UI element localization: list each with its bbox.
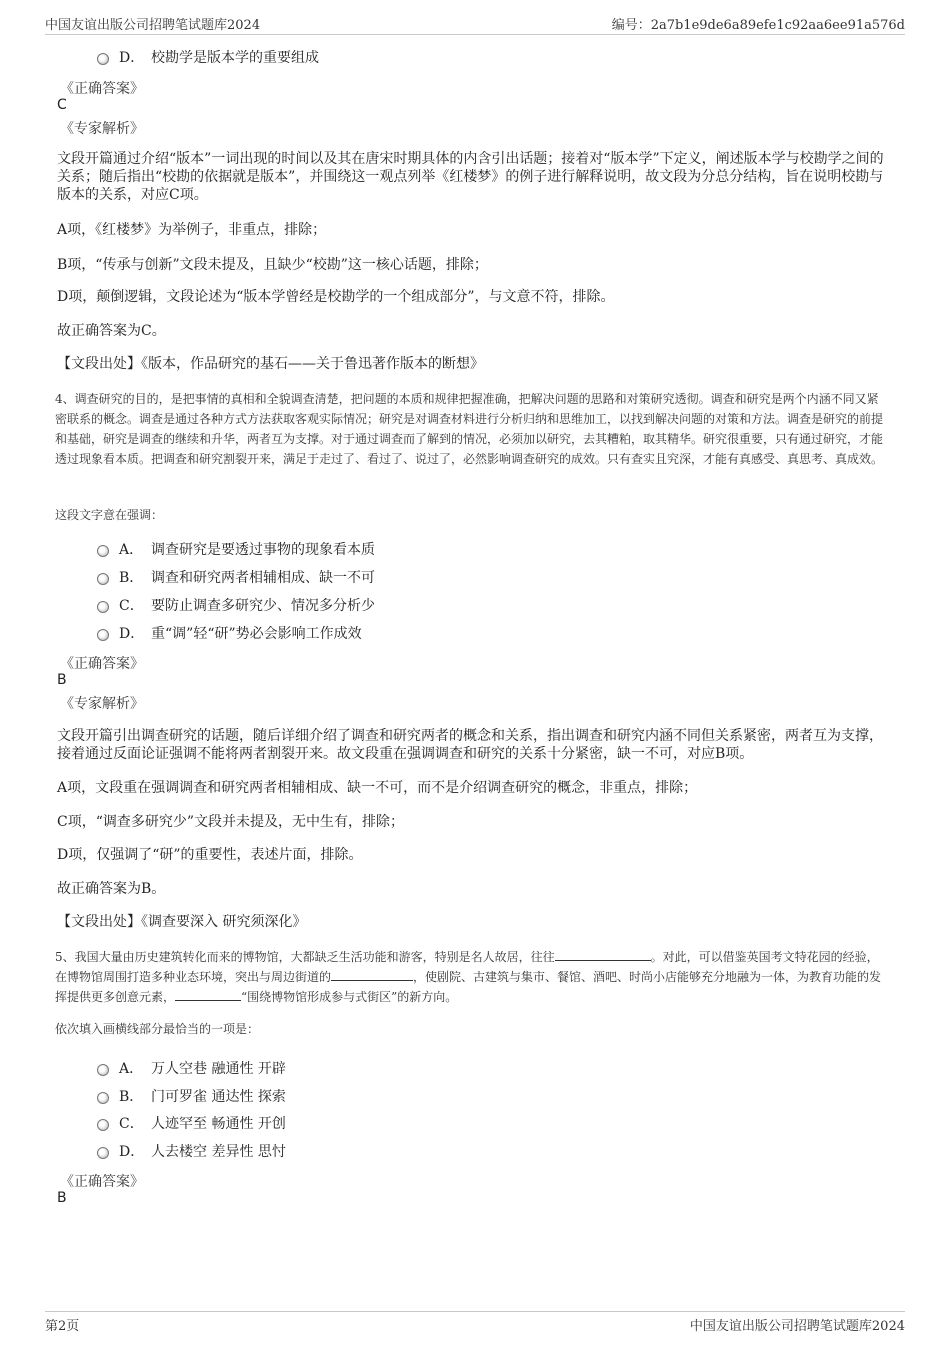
page-header — [45, 12, 905, 35]
analysis-label: 《专家解析》 — [60, 121, 144, 137]
option-b[interactable] — [97, 1086, 286, 1106]
page-footer — [45, 1311, 905, 1336]
option-text: 门可罗雀 通达性 探索 — [151, 1089, 286, 1105]
footer-title: 中国友谊出版公司招聘笔试题库2024 — [689, 1319, 905, 1334]
analysis-label: 《专家解析》 — [60, 696, 144, 712]
option-letter: D． — [119, 50, 145, 66]
option-text: 调查和研究两者相辅相成、缺一不可 — [151, 570, 375, 586]
fill-blank — [555, 948, 651, 961]
analysis-paragraph: 故正确答案为C。 — [57, 323, 166, 339]
source-note: 【文段出处】《调查要深入 研究须深化》 — [57, 914, 307, 930]
option-d[interactable] — [97, 623, 362, 643]
question-stem: 4、调查研究的目的，是把事情的真相和全貌调查清楚，把问题的本质和规律把握准确，把解决问题的思路和对策研究透彻。调查和研究是两个内涵不同又紧密联系的概念。调查是通过各种方式方法获取客观实际情况；研究是对调查材料进行分析归纳和思维加工，以找到解决问题的对策和方法。调查是研究的前提和基础，研究是调查的继续和升华，两者互为支撑。对于通过调查而了解到的情况，必须加以研究，去其糟粕，取其精华。研究很重要，只有通过研究，才能透过现象看本质。把调查和研究割裂开来，满足于走过了、看过了、说过了，必然影响调查研究的成效。只有查实且究深，才能有真感受、真思考、真成效。 — [55, 392, 884, 466]
analysis-paragraph: 文段开篇引出调查研究的话题，随后详细介绍了调查和研究两者的概念和关系，指出调查和研究内涵不同但关系紧密，两者互为支撑，接着通过反面论证强调不能将两者割裂开来。故文段重在强调调查和研究的关系十分紧密，缺一不可，对应B项。 — [57, 728, 883, 762]
option-letter: D． — [119, 1144, 145, 1160]
option-text: 要防止调查多研究少、情况多分析少 — [151, 598, 375, 614]
option-letter: C． — [119, 598, 144, 614]
stem-text: ，使剧院、古建筑与集市、餐馆、酒吧、时尚小店能够充分地融为一体，为教育功能的发挥提供更多创意元素， — [55, 970, 882, 1004]
answer-value: B — [57, 672, 67, 688]
radio-icon[interactable] — [97, 629, 109, 641]
answer-label: 《正确答案》 — [60, 81, 144, 97]
option-text: 校勘学是版本学的重要组成 — [151, 50, 319, 66]
option-letter: C． — [119, 1116, 144, 1132]
question-stem — [55, 947, 890, 1007]
option-c[interactable] — [97, 1113, 286, 1133]
option-letter: B． — [119, 1089, 144, 1105]
analysis-paragraph: A项，《红楼梦》为举例子，非重点，排除； — [57, 222, 327, 238]
analysis-paragraph: 文段开篇通过介绍“版本”一词出现的时间以及其在唐宋时期具体的内含引出话题；接着对“版本学”下定义，阐述版本学与校勘学之间的关系；随后指出“校勘的依据就是版本”，并围绕这一观点列举《红楼梦》的例子进行解释说明，故文段为分总分结构，旨在说明校勘与版本的关系，对应C项。 — [57, 151, 884, 203]
option-a[interactable] — [97, 1058, 286, 1078]
radio-icon[interactable] — [97, 1064, 109, 1076]
question-prompt: 依次填入画横线部分最恰当的一项是： — [55, 1022, 260, 1036]
radio-icon[interactable] — [97, 53, 109, 65]
fill-blank — [175, 988, 241, 1001]
stem-text: 。对此，可以借鉴英国考文特花园的经验，在博物馆周围打造多种业态环境，突出与周边街道的 — [55, 950, 879, 984]
option-text: 万人空巷 融通性 开辟 — [151, 1061, 286, 1077]
question-prompt: 这段文字意在强调： — [55, 508, 164, 522]
option-text: 人迹罕至 畅通性 开创 — [151, 1116, 286, 1132]
stem-text: “围绕博物馆形成参与式街区”的新方向。 — [241, 990, 458, 1004]
analysis-paragraph: D项，仅强调了“研”的重要性，表述片面，排除。 — [57, 847, 363, 863]
answer-label: 《正确答案》 — [60, 656, 144, 672]
answer-value: B — [57, 1190, 67, 1206]
radio-icon[interactable] — [97, 545, 109, 557]
option-text: 重“调”轻“研”势必会影响工作成效 — [151, 626, 362, 642]
fill-blank — [331, 968, 413, 981]
header-title: 中国友谊出版公司招聘笔试题库2024 — [45, 18, 261, 33]
option-b[interactable] — [97, 567, 375, 587]
option-letter: B． — [119, 570, 144, 586]
source-note: 【文段出处】《版本，作品研究的基石——关于鲁迅著作版本的断想》 — [57, 356, 484, 372]
option-d[interactable] — [97, 47, 319, 67]
analysis-paragraph: 故正确答案为B。 — [57, 881, 166, 897]
header-doc-id: 编号：2a7b1e9de6a89efe1c92aa6ee91a576d — [611, 18, 905, 33]
option-text: 调查研究是要透过事物的现象看本质 — [151, 542, 375, 558]
radio-icon[interactable] — [97, 573, 109, 585]
analysis-paragraph: D项，颠倒逻辑，文段论述为“版本学曾经是校勘学的一个组成部分”，与文意不符，排除。 — [57, 289, 615, 305]
page-number: 第2页 — [45, 1319, 80, 1334]
radio-icon[interactable] — [97, 1147, 109, 1159]
stem-text: 5、我国大量由历史建筑转化而来的博物馆，大都缺乏生活功能和游客，特别是名人故居，往往 — [55, 950, 555, 964]
option-letter: A． — [119, 542, 144, 558]
radio-icon[interactable] — [97, 601, 109, 613]
answer-value: C — [57, 97, 67, 113]
analysis-paragraph: C项，“调查多研究少”文段并未提及，无中生有，排除； — [57, 814, 405, 830]
analysis-paragraph: A项，文段重在强调调查和研究两者相辅相成、缺一不可，而不是介绍调查研究的概念，非重点，排除； — [57, 780, 698, 796]
option-text: 人去楼空 差异性 思忖 — [151, 1144, 286, 1160]
option-c[interactable] — [97, 595, 375, 615]
answer-label: 《正确答案》 — [60, 1174, 144, 1190]
option-d[interactable] — [97, 1141, 286, 1161]
option-letter: D． — [119, 626, 145, 642]
radio-icon[interactable] — [97, 1119, 109, 1131]
option-letter: A． — [119, 1061, 144, 1077]
analysis-paragraph: B项，“传承与创新”文段未提及，且缺少“校勘”这一核心话题，排除； — [57, 257, 488, 273]
radio-icon[interactable] — [97, 1092, 109, 1104]
option-a[interactable] — [97, 539, 375, 559]
